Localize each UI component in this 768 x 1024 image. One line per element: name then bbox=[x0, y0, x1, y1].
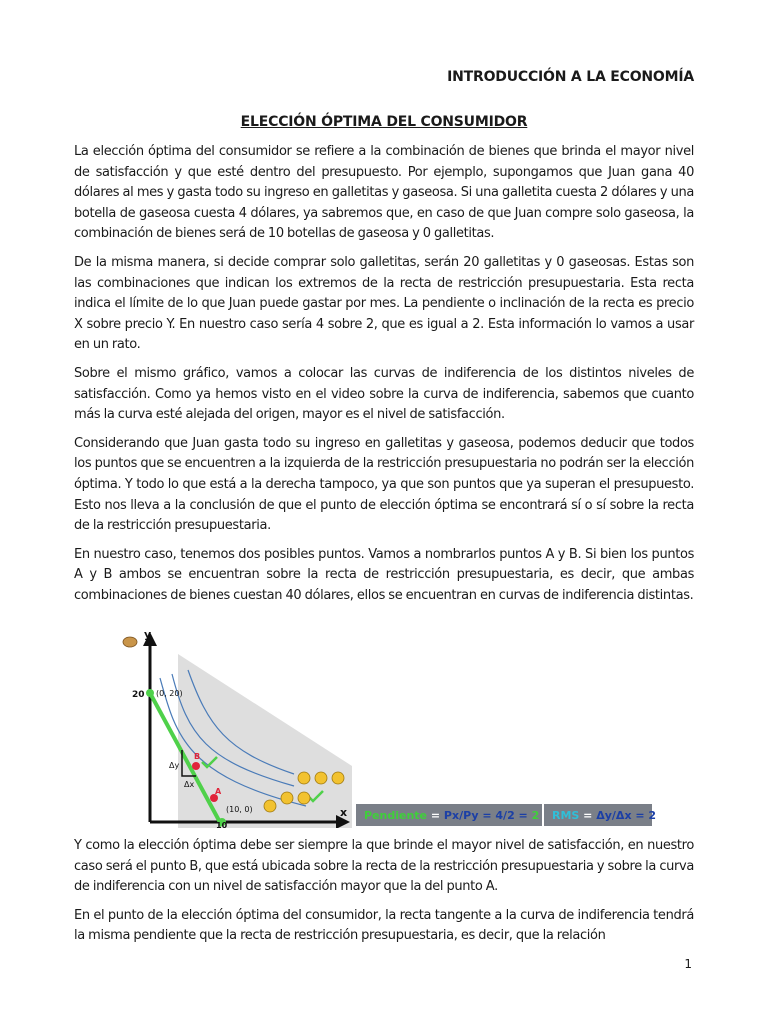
point-b bbox=[192, 762, 200, 770]
paragraph-7: En el punto de la elección óptima del consumidor, la recta tangente a la curva de indiferencia tendrá la misma pendiente que la recta de restricción presupuestaria, es decir, que la relación bbox=[74, 907, 694, 944]
paragraph-3: Sobre el mismo gráfico, vamos a colocar las curvas de indiferencia de los distintos niveles de satisfacción. Como ya hemos visto en el video sobre la curva de indiferencia, sabemos que cuanto más la curva esté alejada del origen, mayor es el nivel de satisfacción. bbox=[74, 365, 694, 423]
paragraph-6: Y como la elección óptima debe ser siempre la que brinde el mayor nivel de satisfacción, en nuestro caso será el punto B, que está ubicada sobre la recta de la restricción presupuestaria y sobre la curva de indiferencia con un nivel de satisfacción mayor que la del punto A. bbox=[74, 838, 694, 895]
shaded-area bbox=[178, 654, 352, 828]
delta-y-label: Δy bbox=[169, 761, 180, 770]
point-a-label: A bbox=[215, 787, 222, 796]
rms-label: RMS bbox=[552, 808, 580, 822]
paragraph-1: La elección óptima del consumidor se refiere a la combinación de bienes que brinda el mayor nivel de satisfacción y que esté dentro del presupuesto. Por ejemplo, supongamos que Juan gana 40 dólares al mes y gasta todo su ingreso en galletitas y gaseosa. Si una galletita cuesta 2 dólares y una botella de gaseosa cuesta 4 dólares, ya sabremos que, en caso de que Juan compre solo gaseosa, la combinación de bienes será de 10 botellas de gaseosa y 0 galletitas. bbox=[74, 144, 694, 242]
slope-formula bbox=[356, 804, 542, 826]
slope-label: Pendiente bbox=[364, 808, 428, 822]
formula-bar bbox=[356, 804, 657, 826]
smiley-icons-top bbox=[298, 772, 344, 784]
consumer-choice-figure bbox=[116, 626, 657, 828]
rms-expression: Δy/Δx = bbox=[596, 808, 649, 822]
tick-y-label: 20 bbox=[132, 690, 145, 700]
axis-x-label: x bbox=[340, 806, 348, 819]
slope-value: 2 bbox=[531, 808, 540, 822]
paragraph-5: En nuestro caso, tenemos dos posibles puntos. Vamos a nombrarlos puntos A y B. Si bien los puntos A y B ambos se encuentran sobre la recta de restricción presupuestaria, es decir, que ambas combinaciones de bienes cuestan 40 dólares, ellos se encuentran en curvas de indiferencia distintas. bbox=[74, 546, 694, 603]
point-y-intercept-label: (0, 20) bbox=[156, 689, 183, 698]
graph-svg bbox=[116, 626, 352, 828]
course-title: INTRODUCCIÓN A LA ECONOMÍA bbox=[447, 69, 694, 85]
paragraph-4: Considerando que Juan gasta todo su ingreso en galletitas y gaseosa, podemos deducir que todos los puntos que se encuentren a la izquierda de la restricción presupuestaria no podrán ser la elección óptima. Y todo lo que está a la derecha tampoco, ya que son puntos que ya superan el presupuesto. Esto nos lleva a la conclusión de que el punto de elección óptima se encontrará sí o sí sobre la recta de la restricción presupuestaria. bbox=[74, 435, 694, 534]
point-x-intercept-label: (10, 0) bbox=[226, 805, 253, 814]
rms-formula bbox=[542, 804, 664, 826]
body-text bbox=[74, 142, 694, 614]
rms-value: 2 bbox=[648, 808, 657, 822]
tick-x-label: 10 bbox=[216, 821, 228, 828]
indifference-graph bbox=[116, 626, 352, 828]
axis-y-label: y bbox=[144, 628, 152, 641]
document-title: ELECCIÓN ÓPTIMA DEL CONSUMIDOR bbox=[240, 114, 528, 130]
body-text-after-figure bbox=[74, 836, 694, 955]
point-b-label: B bbox=[194, 752, 201, 761]
point-y-intercept bbox=[146, 689, 154, 697]
page-number: 1 bbox=[684, 957, 692, 971]
paragraph-2: De la misma manera, si decide comprar solo galletitas, serán 20 galletitas y 0 gaseosas. Estas son las combinaciones que indican los extremos de la recta de restricción presupuestaria. Esta recta indica el límite de lo que Juan puede gastar por mes. La pendiente o inclinación de la recta es precio X sobre precio Y. En nuestro caso sería 4 sobre 2, que es igual a 2. Esta información lo vamos a usar en un rato. bbox=[74, 254, 694, 353]
delta-x-label: Δx bbox=[184, 780, 195, 789]
rms-equals: = bbox=[579, 808, 597, 822]
slope-expression: Px/Py = 4/2 = bbox=[443, 808, 532, 822]
cookie-icon bbox=[123, 637, 137, 647]
slope-equals: = bbox=[427, 808, 444, 822]
